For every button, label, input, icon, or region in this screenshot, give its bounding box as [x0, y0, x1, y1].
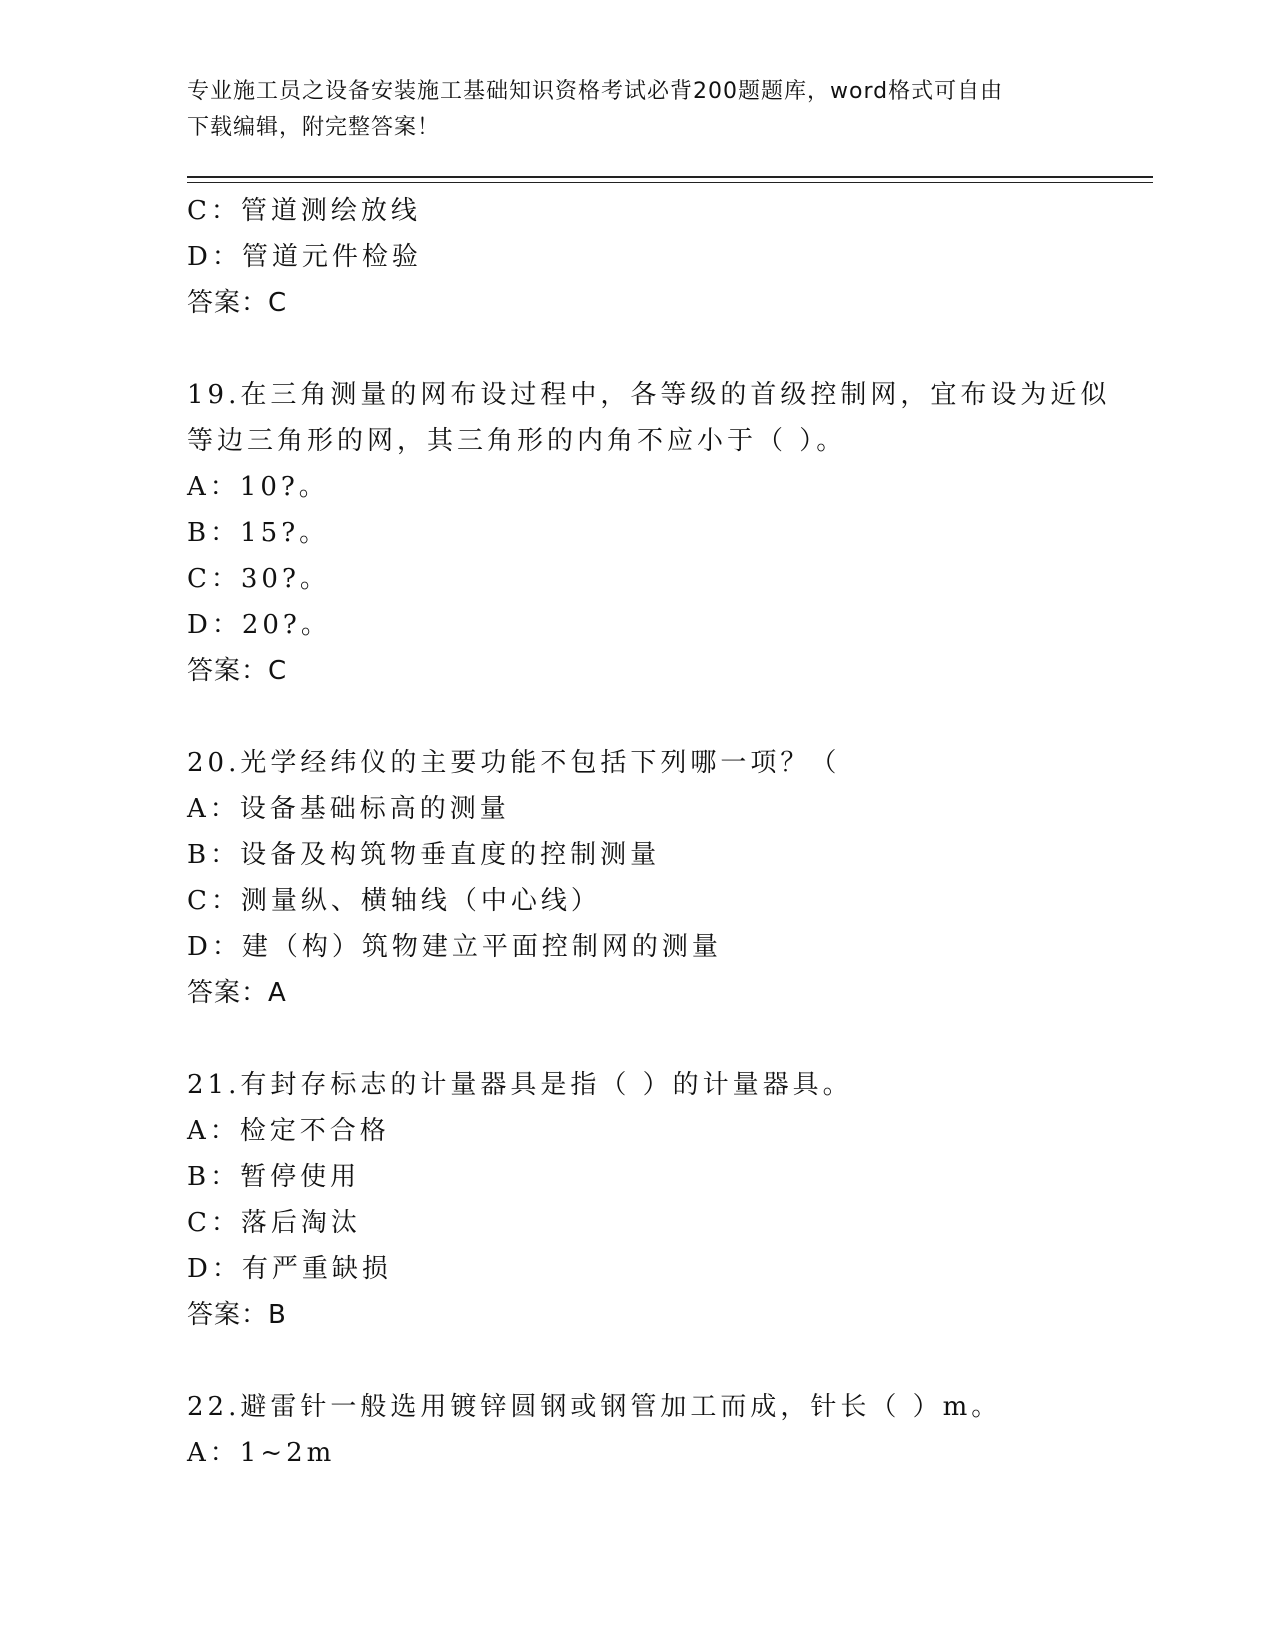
question-18-tail	[187, 188, 1087, 326]
header-line-1: 专业施工员之设备安装施工基础知识资格考试必背200题题库，word格式可自由	[187, 79, 1004, 104]
option-c: C：落后淘汰	[187, 1208, 361, 1238]
option-b: B：15?。	[187, 518, 330, 548]
option-a: A：设备基础标高的测量	[187, 794, 510, 824]
question-stem: 21.有封存标志的计量器具是指（ ）的计量器具。	[187, 1070, 853, 1100]
option-c: C：测量纵、横轴线（中心线）	[187, 886, 601, 916]
question-stem: 20.光学经纬仪的主要功能不包括下列哪一项？（	[187, 748, 841, 778]
answer-line: 答案：C	[187, 288, 288, 318]
question-21	[187, 1062, 1087, 1338]
question-stem: 19.在三角测量的网布设过程中，各等级的首级控制网，宜布设为近似	[187, 380, 1111, 410]
spacer	[187, 694, 1087, 740]
option-d: D：20?。	[187, 610, 331, 640]
question-19	[187, 372, 1111, 694]
question-stem: 22.避雷针一般选用镀锌圆钢或钢管加工而成，针长（ ）m。	[187, 1392, 1002, 1422]
spacer	[187, 1016, 1087, 1062]
option-b: B：设备及构筑物垂直度的控制测量	[187, 840, 661, 870]
option-a: A：1~2m	[187, 1438, 336, 1468]
option-d: D：管道元件检验	[187, 242, 422, 272]
spacer	[187, 326, 1087, 372]
option-d: D：有严重缺损	[187, 1254, 392, 1284]
option-c: C：30?。	[187, 564, 330, 594]
header-line-2: 下载编辑，附完整答案！	[187, 115, 441, 140]
answer-line: 答案：A	[187, 978, 287, 1008]
document-body	[187, 188, 1111, 1476]
question-22	[187, 1384, 1087, 1476]
option-a: A：检定不合格	[187, 1116, 390, 1146]
option-d: D：建（构）筑物建立平面控制网的测量	[187, 932, 722, 962]
header-divider-thin	[187, 182, 1153, 183]
spacer	[187, 1338, 1087, 1384]
answer-line: 答案：B	[187, 1300, 287, 1330]
question-20	[187, 740, 1087, 1016]
answer-line: 答案：C	[187, 656, 288, 686]
document-header	[187, 74, 1067, 146]
option-b: B：暂停使用	[187, 1162, 361, 1192]
question-stem-continued: 等边三角形的网，其三角形的内角不应小于（ ）。	[187, 426, 847, 456]
option-c: C：管道测绘放线	[187, 196, 421, 226]
header-divider-thick	[187, 176, 1153, 178]
option-a: A：10?。	[187, 472, 329, 502]
